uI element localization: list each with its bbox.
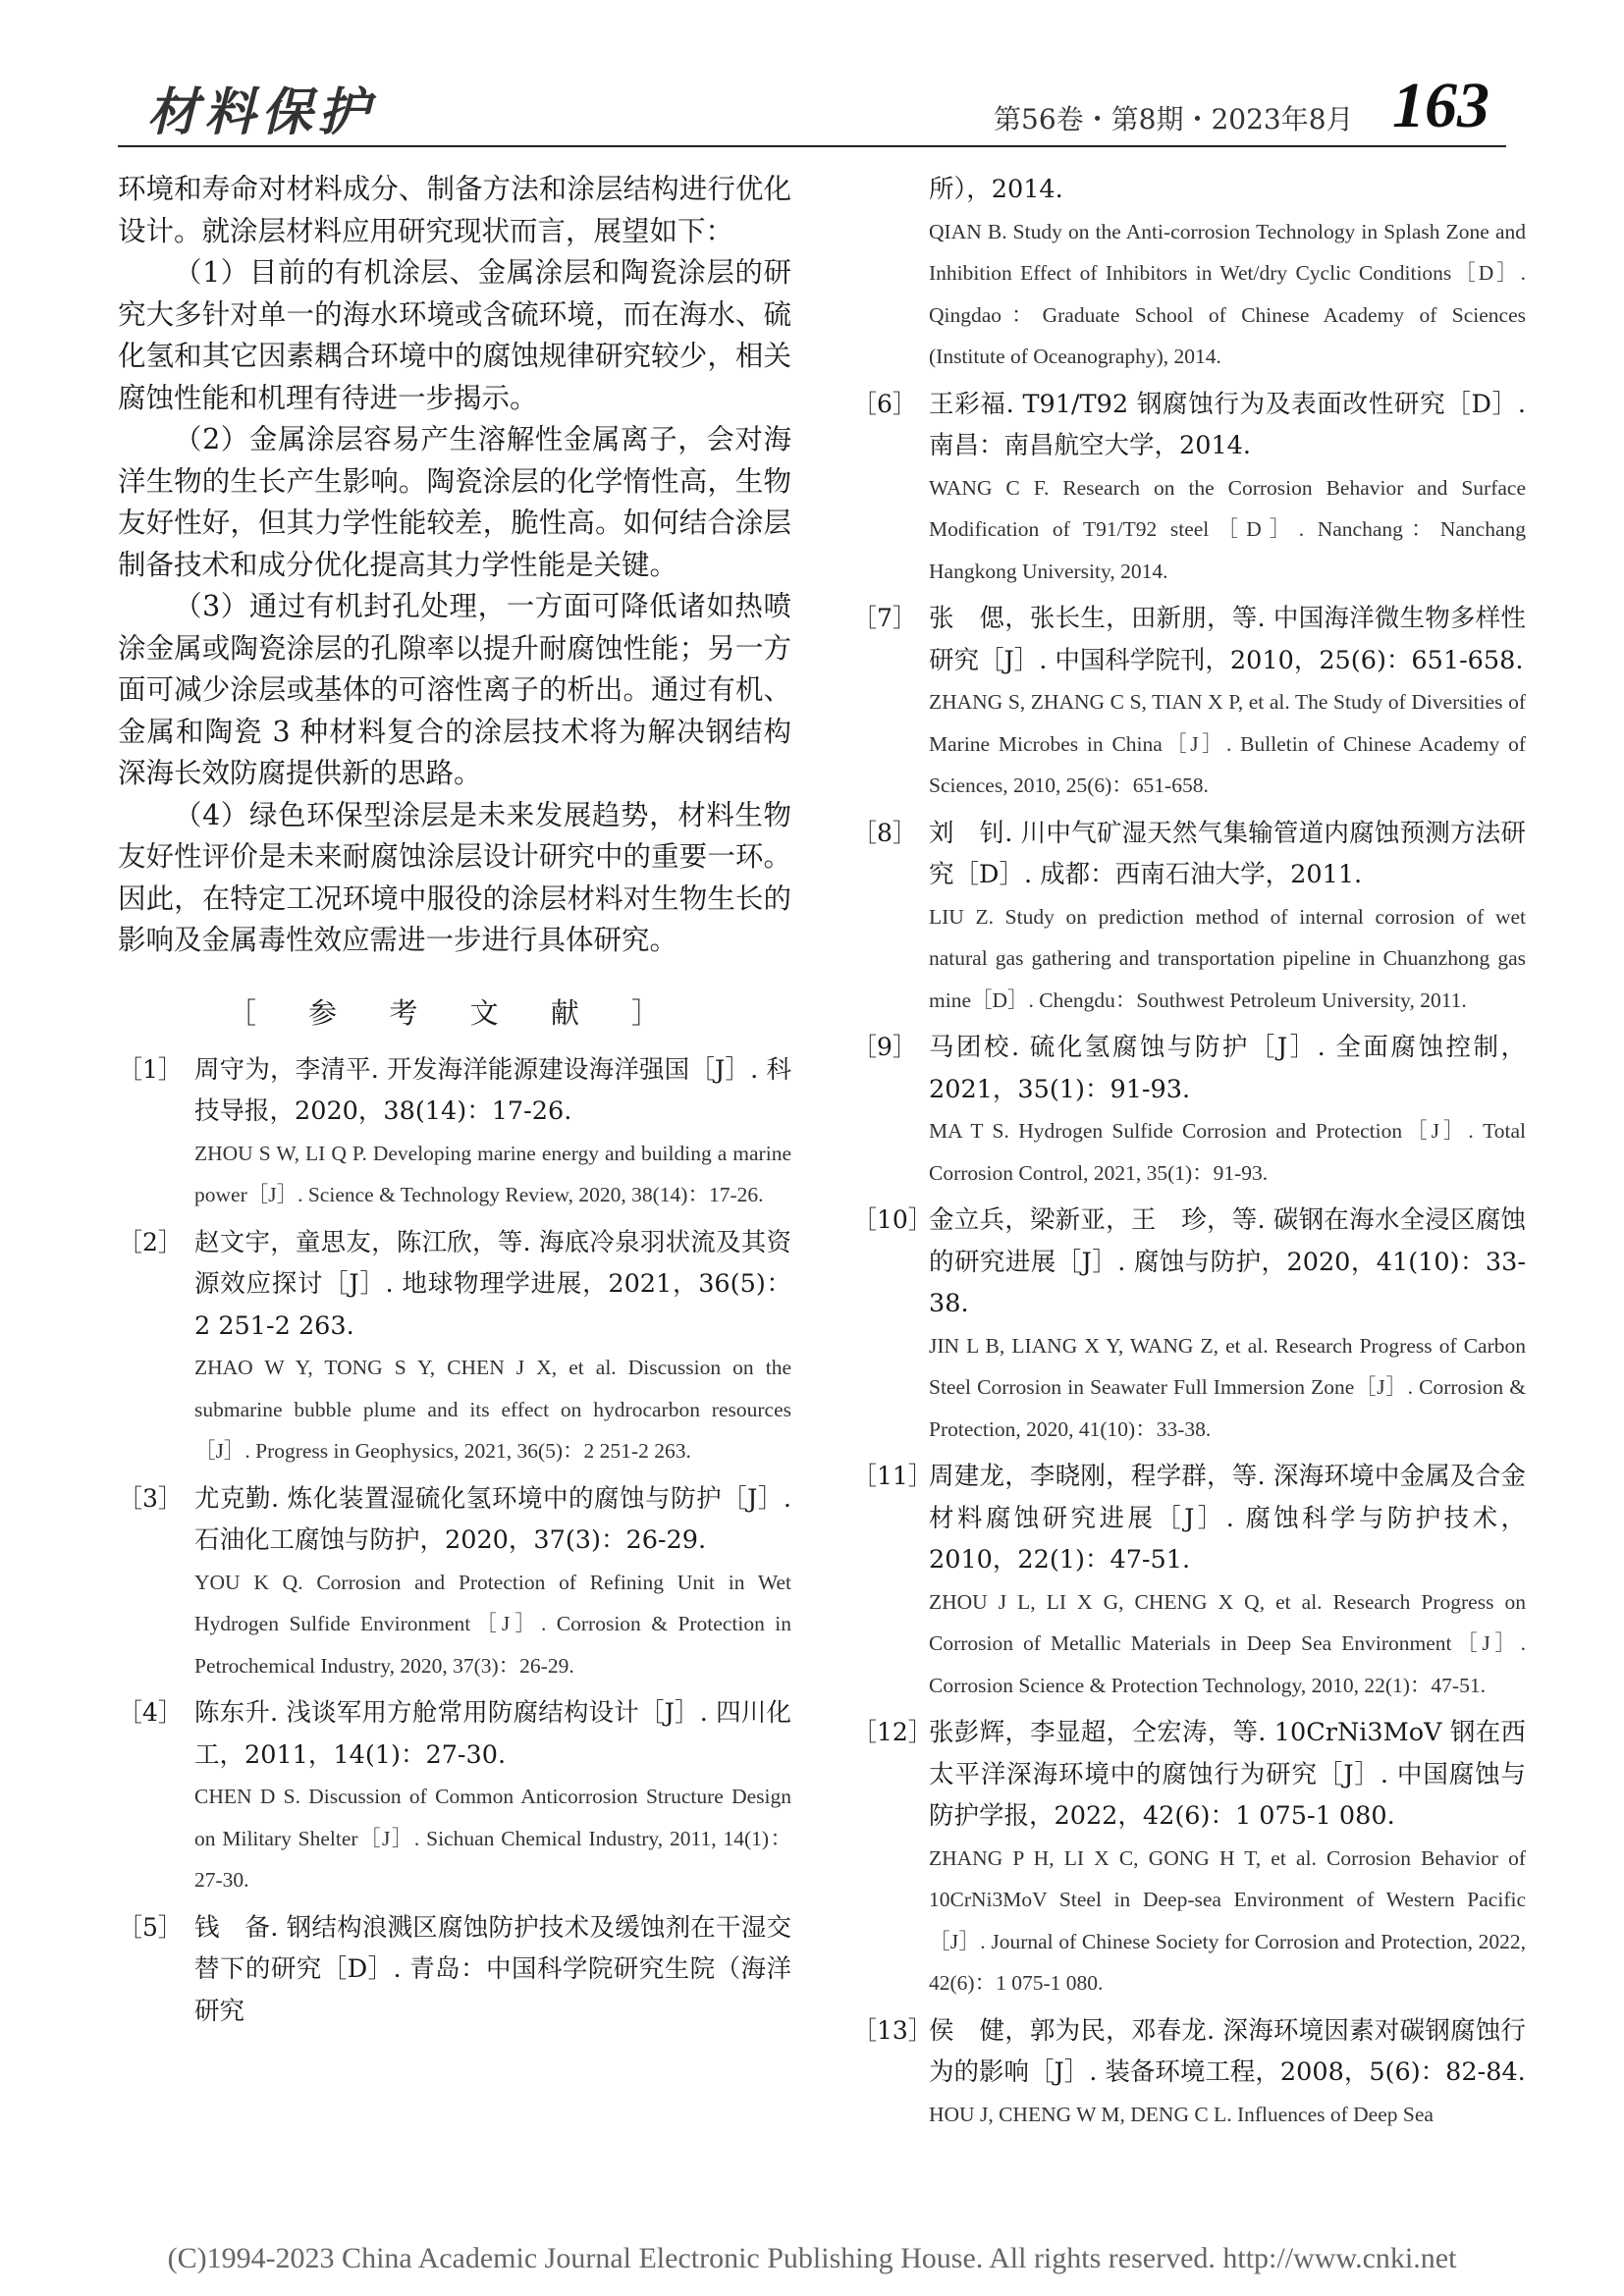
reference-list-right <box>852 169 1526 2135</box>
reference-item <box>852 169 1526 378</box>
reference-number: ［7］ <box>852 604 917 632</box>
reference-number: ［1］ <box>118 1054 183 1084</box>
reference-citation-cn: 马团校. 硫化氢腐蚀与防护［J］. 全面腐蚀控制，2021，35(1)：91-93. <box>929 1033 1526 1104</box>
reference-number: ［3］ <box>118 1483 183 1513</box>
body-paragraph: （2）金属涂层容易产生溶解性金属离子，会对海洋生物的生长产生影响。陶瓷涂层的化学惰性高，生物友好性好，但其力学性能较差，脆性高。如何结合涂层制备技术和成分优化提高其力学性能是关键。 <box>118 423 791 581</box>
reference-number: ［5］ <box>118 1912 183 1942</box>
reference-number: ［4］ <box>118 1698 183 1727</box>
reference-item <box>852 1712 1526 2004</box>
reference-item <box>118 1049 791 1216</box>
reference-citation-cn: 所），2014. <box>929 175 1063 204</box>
reference-item <box>852 1200 1526 1450</box>
reference-citation-cn: 周建龙，李晓刚，程学群，等. 深海环境中金属及合金材料腐蚀研究进展［J］. 腐蚀科学与防护技术，2010，22(1)：47-51. <box>929 1462 1526 1575</box>
reference-citation-en: CHEN D S. Discussion of Common Anticorrosion Structure Design on Military Shelter［J］. Sichuan Chemical Industry, 2011, 14(1)：27-30. <box>194 1785 791 1892</box>
reference-item <box>852 384 1526 593</box>
reference-citation-en: HOU J, CHENG W M, DENG C L. Influences of Deep Sea <box>929 2102 1434 2126</box>
issue-info: 第56卷・第8期・2023年8月 <box>994 103 1354 135</box>
reference-item <box>852 1027 1526 1194</box>
reference-citation-cn: 陈东升. 浅谈军用方舱常用防腐结构设计［J］. 四川化工，2011，14(1)：27-30. <box>194 1698 791 1770</box>
reference-item <box>852 2010 1526 2136</box>
copyright-footer: (C)1994-2023 China Academic Journal Electronic Publishing House. All rights reserved. http://www.cnki.net <box>167 2242 1457 2274</box>
reference-item <box>852 1456 1526 1706</box>
reference-list-left <box>118 1049 791 2033</box>
reference-citation-cn: 侯 健，郭为民，邓春龙. 深海环境因素对碳钢腐蚀行为的影响［J］. 装备环境工程，2008，5(6)：82-84. <box>929 2015 1526 2087</box>
references-heading: ［ 参 考 文 献 ］ <box>227 995 682 1030</box>
reference-citation-cn: 张 偲，张长生，田新朋，等. 中国海洋微生物多样性研究［J］. 中国科学院刊，2010，25(6)：651-658. <box>929 604 1526 675</box>
body-paragraph: 环境和寿命对材料成分、制备方法和涂层结构进行优化设计。就涂层材料应用研究现状而言，展望如下： <box>118 173 791 247</box>
reference-citation-cn: 赵文宇，童思友，陈江欣，等. 海底冷泉羽状流及其资源效应探讨［J］. 地球物理学进展，2021，36(5)：2 251-2 263. <box>194 1227 791 1341</box>
reference-number: ［11］ <box>852 1462 933 1490</box>
page-number: 163 <box>1392 70 1489 141</box>
reference-citation-en: QIAN B. Study on the Anti-corrosion Technology in Splash Zone and Inhibition Effect of Inhibitors in Wet/dry Cyclic Conditions［D］. Qingdao：Graduate School of Chinese Academy of Sciences (Institute of Oceanography), 2014. <box>929 219 1526 368</box>
reference-number: ［9］ <box>852 1033 917 1061</box>
reference-citation-cn: 刘 钊. 川中气矿湿天然气集输管道内腐蚀预测方法研究［D］. 成都：西南石油大学，2011. <box>929 818 1526 889</box>
reference-citation-en: ZHOU J L, LI X G, CHENG X Q, et al. Research Progress on Corrosion of Metallic Materials in Deep Sea Environment［J］. Corrosion Science & Protection Technology, 2010, 22(1)：47-51. <box>929 1589 1526 1697</box>
right-column <box>852 169 1526 2141</box>
reference-citation-en: YOU K Q. Corrosion and Protection of Refining Unit in Wet Hydrogen Sulfide Environment［J］. Corrosion & Protection in Petrochemical Industry, 2020, 37(3)：26-29. <box>194 1570 791 1678</box>
reference-number: ［12］ <box>852 1718 933 1746</box>
reference-item <box>118 1478 791 1687</box>
reference-citation-cn: 周守为，李清平. 开发海洋能源建设海洋强国［J］. 科技导报，2020，38(14)：17-26. <box>194 1054 791 1126</box>
reference-number: ［6］ <box>852 389 917 418</box>
reference-number: ［13］ <box>852 2015 933 2045</box>
reference-citation-en: JIN L B, LIANG X Y, WANG Z, et al. Research Progress of Carbon Steel Corrosion in Seawater Full Immersion Zone［J］. Corrosion & Protection, 2020, 41(10)：33-38. <box>929 1333 1526 1441</box>
reference-citation-en: ZHAO W Y, TONG S Y, CHEN J X, et al. Discussion on the submarine bubble plume and its effect on hydrocarbon resources［J］. Progress in Geophysics, 2021, 36(5)：2 251-2 263. <box>194 1356 791 1463</box>
reference-item <box>118 1692 791 1901</box>
reference-citation-en: WANG C F. Research on the Corrosion Behavior and Surface Modification of T91/T92 steel［D］. Nanchang：Nanchang Hangkong University, 2014. <box>929 475 1526 583</box>
body-paragraph: （3）通过有机封孔处理，一方面可降低诸如热喷涂金属或陶瓷涂层的孔隙率以提升耐腐蚀性能；另一方面可减少涂层或基体的可溶性离子的析出。通过有机、金属和陶瓷 3 种材料复合的涂层技术将为解决钢结构深海长效防腐提供新的思路。 <box>118 590 791 789</box>
reference-citation-cn: 王彩福. T91/T92 钢腐蚀行为及表面改性研究［D］. 南昌：南昌航空大学，2014. <box>929 389 1526 460</box>
reference-citation-cn: 张彭辉，李显超，仝宏涛，等. 10CrNi3MoV 钢在西太平洋深海环境中的腐蚀行为研究［J］. 中国腐蚀与防护学报，2022，42(6)：1 075-1 080. <box>929 1718 1526 1831</box>
reference-number: ［2］ <box>118 1227 183 1256</box>
reference-item <box>852 598 1526 807</box>
body-paragraph: （4）绿色环保型涂层是未来发展趋势，材料生物友好性评价是未来耐腐蚀涂层设计研究中的重要一环。因此，在特定工况环境中服役的涂层材料对生物生长的影响及金属毒性效应需进一步进行具体研究。 <box>118 798 791 956</box>
reference-number: ［8］ <box>852 818 917 847</box>
journal-logo: 材料保护 <box>147 82 376 142</box>
reference-citation-cn: 钱 备. 钢结构浪溅区腐蚀防护技术及缓蚀剂在干湿交替下的研究［D］. 青岛：中国科学院研究生院（海洋研究 <box>194 1912 791 2026</box>
reference-citation-en: ZHOU S W, LI Q P. Developing marine energy and building a marine power［J］. Science & Technology Review, 2020, 38(14)：17-26. <box>194 1141 791 1206</box>
reference-citation-en: LIU Z. Study on prediction method of internal corrosion of wet natural gas gathering and transportation pipeline in Chuanzhong gas mine［D］. Chengdu：Southwest Petroleum University, 2011. <box>929 904 1526 1012</box>
reference-item <box>118 1907 791 2033</box>
reference-number: ［10］ <box>852 1205 933 1234</box>
reference-citation-en: MA T S. Hydrogen Sulfide Corrosion and Protection［J］. Total Corrosion Control, 2021, 35(1)：91-93. <box>929 1119 1526 1185</box>
header-rule <box>118 145 1506 147</box>
left-column <box>118 169 791 2038</box>
reference-item <box>852 813 1526 1022</box>
reference-citation-en: ZHANG P H, LI X C, GONG H T, et al. Corrosion Behavior of 10CrNi3MoV Steel in Deep-sea Environment of Western Pacific［J］. Journal of Chinese Society for Corrosion and Protection, 2022, 42(6)：1 075-1 080. <box>929 1845 1526 1995</box>
body-paragraph: （1）目前的有机涂层、金属涂层和陶瓷涂层的研究大多针对单一的海水环境或含硫环境，而在海水、硫化氢和其它因素耦合环境中的腐蚀规律研究较少，相关腐蚀性能和机理有待进一步揭示。 <box>118 256 791 414</box>
reference-citation-cn: 金立兵，梁新亚，王 珍，等. 碳钢在海水全浸区腐蚀的研究进展［J］. 腐蚀与防护，2020，41(10)：33-38. <box>929 1205 1526 1318</box>
reference-citation-en: ZHANG S, ZHANG C S, TIAN X P, et al. The Study of Diversities of Marine Microbes in China［J］. Bulletin of Chinese Academy of Sciences, 2010, 25(6)：651-658. <box>929 690 1526 797</box>
reference-citation-cn: 尤克勤. 炼化装置湿硫化氢环境中的腐蚀与防护［J］. 石油化工腐蚀与防护，2020，37(3)：26-29. <box>194 1483 791 1555</box>
reference-item <box>118 1222 791 1472</box>
